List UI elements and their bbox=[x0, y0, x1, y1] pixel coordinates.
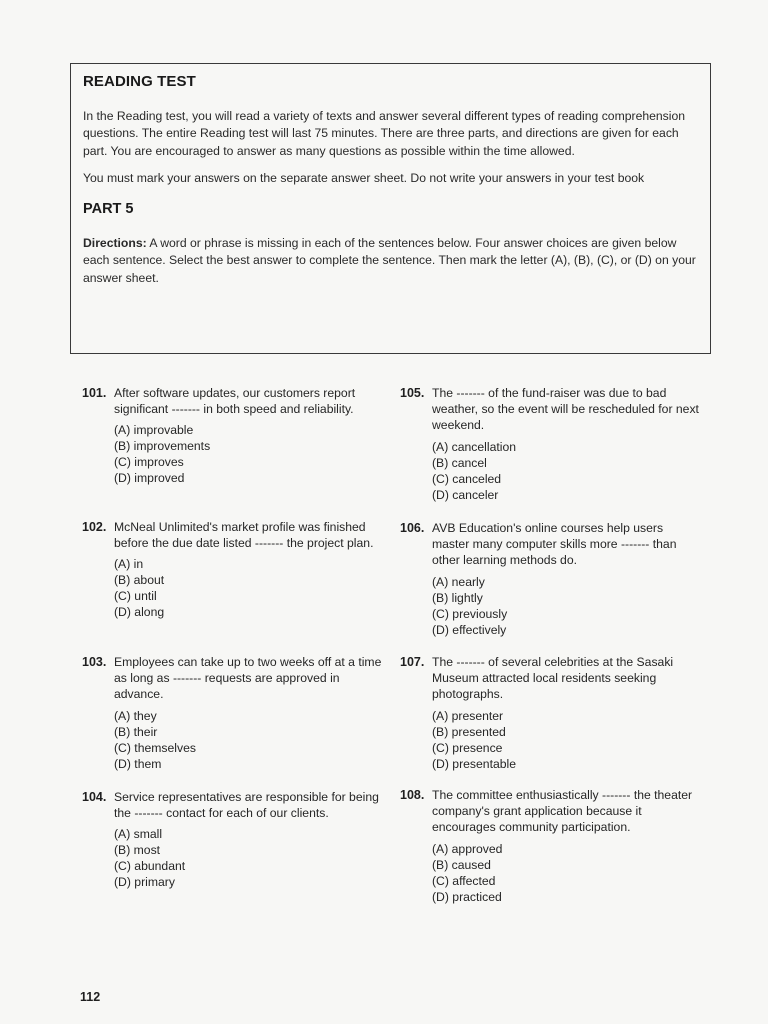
directions-paragraph bbox=[83, 235, 698, 287]
question-stem: After software updates, our customers report significant ------- in both speed and reliability. bbox=[114, 386, 356, 417]
option-d: (D) presentable bbox=[432, 756, 516, 771]
answer-options bbox=[432, 439, 700, 503]
option-a: (A) small bbox=[114, 827, 163, 842]
answer-options bbox=[114, 422, 382, 486]
question-stem: Service representatives are responsible for being the ------- contact for each of our clients. bbox=[114, 790, 379, 821]
option-b: (B) cancel bbox=[432, 455, 487, 470]
option-b: (B) lightly bbox=[432, 590, 483, 605]
option-c: (C) canceled bbox=[432, 471, 502, 486]
question-number: 101. bbox=[82, 386, 107, 400]
question-106 bbox=[400, 520, 700, 654]
question-stem: The ------- of the fund-raiser was due to bad weather, so the event will be rescheduled for next weekend. bbox=[432, 386, 699, 433]
option-d: (D) effectively bbox=[432, 622, 507, 637]
question-number: 103. bbox=[82, 655, 107, 669]
option-d: (D) them bbox=[114, 756, 162, 771]
answer-options bbox=[114, 556, 382, 620]
question-stem: McNeal Unlimited's market profile was finished before the due date listed ------- the project plan. bbox=[114, 520, 374, 551]
question-102 bbox=[82, 519, 382, 654]
question-stem: Employees can take up to two weeks off at a time as long as ------- requests are approved in advance. bbox=[114, 655, 382, 702]
option-b: (B) most bbox=[114, 843, 161, 858]
question-number: 104. bbox=[82, 790, 107, 804]
question-105 bbox=[400, 385, 700, 520]
section-title: READING TEST bbox=[83, 73, 196, 90]
option-b: (B) improvements bbox=[114, 439, 211, 454]
answer-options bbox=[114, 708, 382, 772]
instructions-box bbox=[70, 63, 711, 354]
question-number: 102. bbox=[82, 520, 107, 534]
question-stem: The ------- of several celebrities at the Sasaki Museum attracted local residents seeking photographs. bbox=[432, 655, 674, 702]
option-a: (A) cancellation bbox=[432, 439, 516, 454]
questions-left-column bbox=[82, 385, 382, 890]
answer-options bbox=[432, 841, 700, 905]
option-c: (C) affected bbox=[432, 873, 496, 888]
option-a: (A) in bbox=[114, 557, 144, 572]
page-number: 112 bbox=[80, 990, 101, 1004]
answer-options bbox=[432, 708, 700, 772]
option-b: (B) presented bbox=[432, 724, 506, 739]
question-stem: The committee enthusiastically ------- the theater company's grant application because it encourages community participation. bbox=[432, 788, 693, 835]
option-a: (A) approved bbox=[432, 841, 503, 856]
option-d: (D) along bbox=[114, 605, 165, 620]
option-d: (D) improved bbox=[114, 471, 185, 486]
option-c: (C) abundant bbox=[114, 859, 186, 874]
question-108 bbox=[400, 787, 700, 905]
answer-options bbox=[432, 574, 700, 638]
question-104 bbox=[82, 789, 382, 890]
answer-options bbox=[114, 826, 382, 890]
question-107 bbox=[400, 654, 700, 787]
option-b: (B) caused bbox=[432, 857, 491, 872]
question-number: 106. bbox=[400, 521, 425, 535]
question-number: 108. bbox=[400, 788, 425, 802]
answer-sheet-instruction: You must mark your answers on the separate answer sheet. Do not write your answers in your test book bbox=[83, 170, 645, 185]
intro-paragraph: In the Reading test, you will read a variety of texts and answer several different types of reading comprehension questions. The entire Reading test will last 75 minutes. There are three parts, and directions are given for each part. You are encouraged to answer as many questions as possible within the time allowed. bbox=[83, 109, 686, 158]
option-d: (D) primary bbox=[114, 875, 175, 890]
option-a: (A) nearly bbox=[432, 574, 485, 589]
question-103 bbox=[82, 654, 382, 789]
option-c: (C) presence bbox=[432, 740, 503, 755]
option-c: (C) themselves bbox=[114, 740, 196, 755]
option-c: (C) improves bbox=[114, 455, 184, 470]
directions-text: A word or phrase is missing in each of the sentences below. Four answer choices are given below each sentence. Select the best answer to complete the sentence. Then mark the letter (A), (B), (C), or (D) on your answer sheet. bbox=[83, 236, 696, 285]
question-101 bbox=[82, 385, 382, 519]
option-b: (B) their bbox=[114, 724, 158, 739]
option-a: (A) presenter bbox=[432, 708, 504, 723]
directions-label: Directions: bbox=[83, 236, 147, 251]
part-heading: PART 5 bbox=[83, 201, 134, 218]
option-d: (D) canceler bbox=[432, 487, 499, 502]
option-a: (A) they bbox=[114, 708, 157, 723]
option-c: (C) until bbox=[114, 589, 157, 604]
question-number: 107. bbox=[400, 655, 425, 669]
question-stem: AVB Education's online courses help users master many computer skills more ------- than other learning methods do. bbox=[432, 521, 677, 568]
option-d: (D) practiced bbox=[432, 889, 502, 904]
option-a: (A) improvable bbox=[114, 423, 194, 438]
question-number: 105. bbox=[400, 386, 425, 400]
option-b: (B) about bbox=[114, 573, 165, 588]
questions-right-column bbox=[400, 385, 700, 905]
option-c: (C) previously bbox=[432, 606, 508, 621]
